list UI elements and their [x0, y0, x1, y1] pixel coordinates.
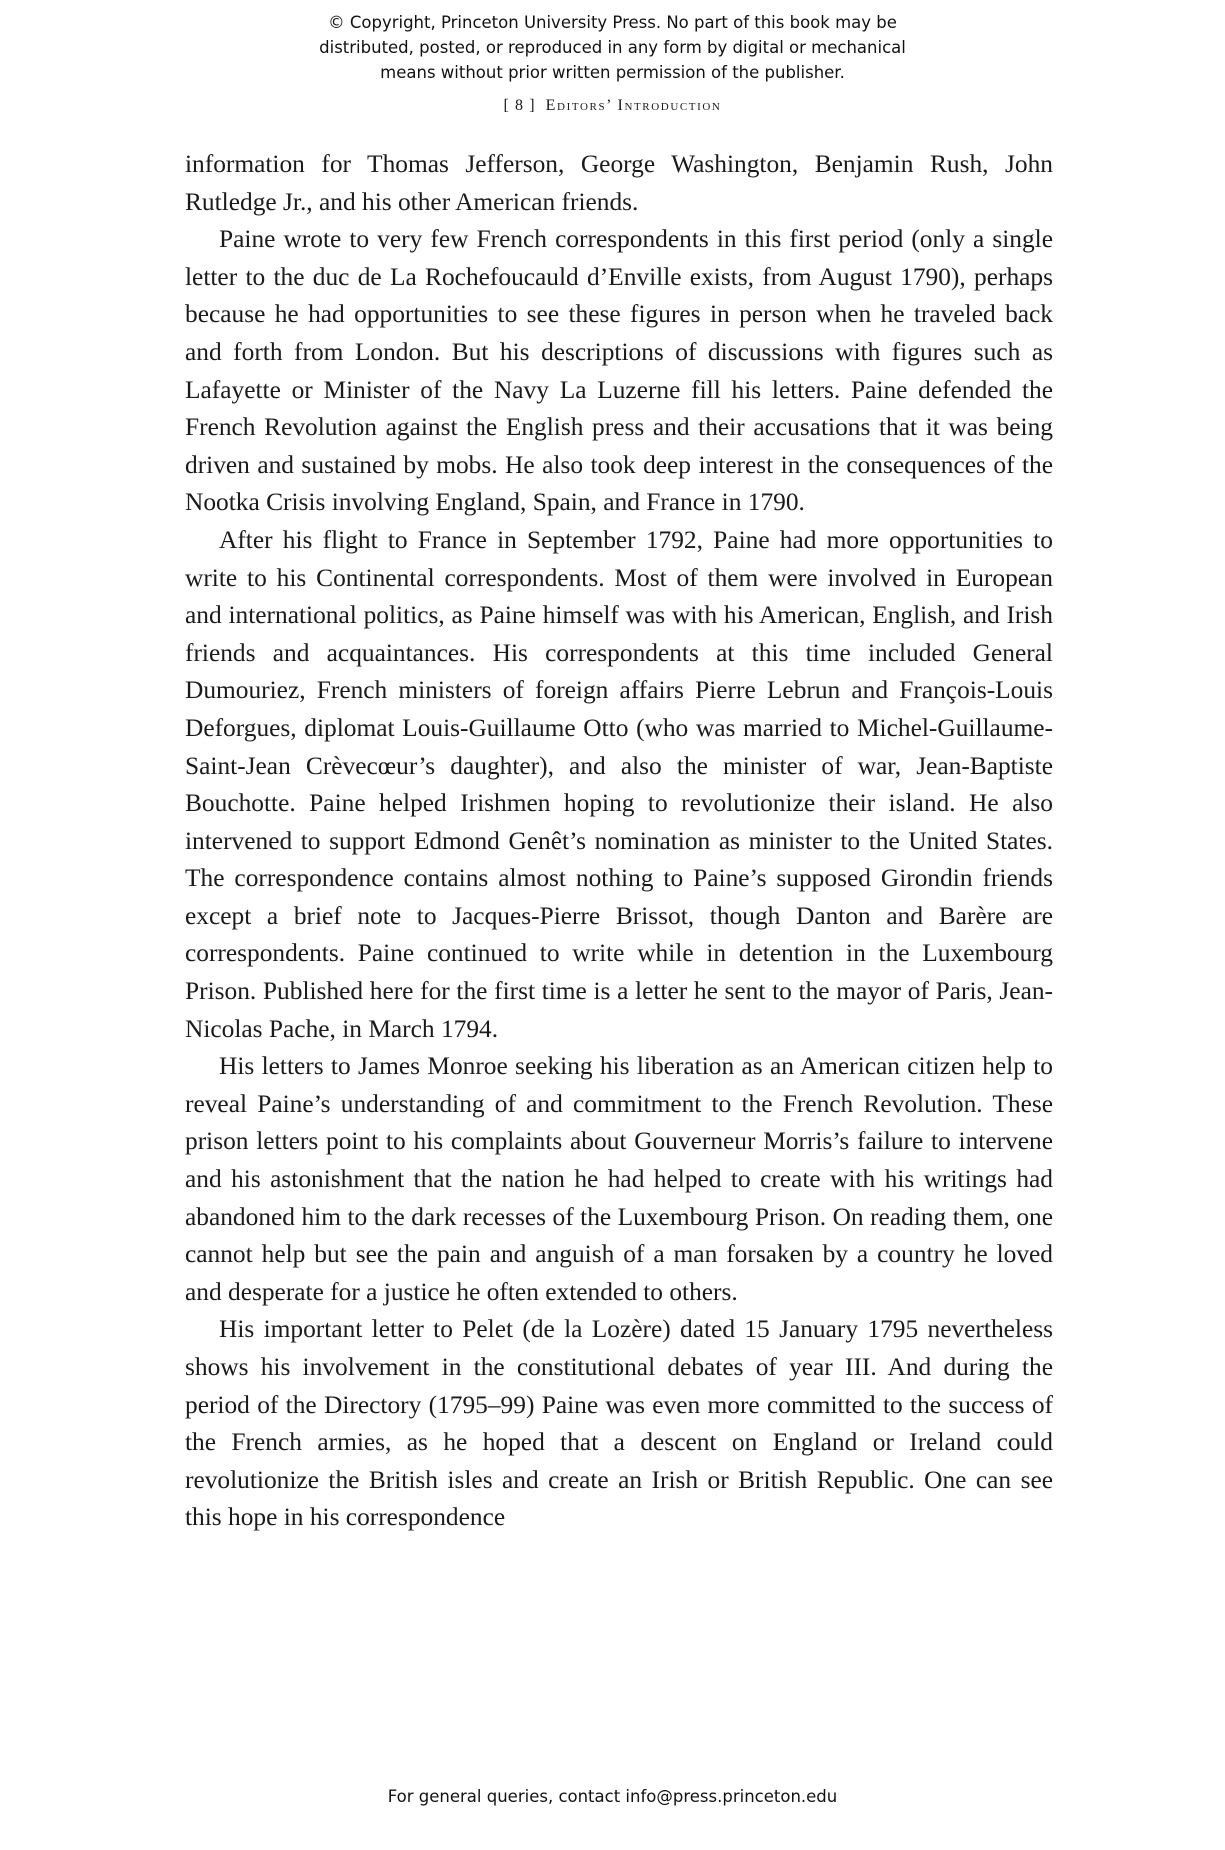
paragraph: After his flight to France in September 1792, Paine had more opportunities to write to his Continental correspondents. Most of them were involved in European and international politics, as Paine himself was with his American, English, and Irish friends and acquaintances. His correspondents at this time included General Dumouriez, French ministers of foreign affairs Pierre Lebrun and François-Louis Deforgues, diplomat Louis-Guillaume Otto (who was married to Michel-Guillaume-Saint-Jean Crèvecœur’s daughter), and also the minister of war, Jean-Baptiste Bouchotte. Paine helped Irishmen hoping to revolutionize their island. He also intervened to support Edmond Genêt’s nomination as minister to the United States. The correspondence contains almost nothing to Paine’s supposed Girondin friends except a brief note to Jacques-Pierre Brissot, though Danton and Barère are correspondents. Paine continued to write while in detention in the Luxembourg Prison. Published here for the first time is a letter he sent to the mayor of Paris, Jean-Nicolas Pache, in March 1794. [185, 525, 1053, 1043]
paragraph: His important letter to Pelet (de la Lozère) dated 15 January 1795 nevertheless shows his involvement in the constitutional debates of year III. And during the period of the Directory (1795–99) Paine was even more committed to the success of the French armies, as he hoped that a descent on England or Ireland could revolutionize the British isles and create an Irish or British Republic. One can see this hope in his correspondence [185, 1315, 1053, 1532]
running-head [0, 97, 1225, 115]
body-text [185, 146, 1053, 1537]
copyright-line-3: means without prior written permission of the publisher. [380, 63, 845, 83]
page-folio: [ 8 ] [503, 97, 536, 114]
paragraph: His letters to James Monroe seeking his liberation as an American citizen help to reveal Paine’s understanding of and commitment to the French Revolution. These prison letters point to his complaints about Gouverneur Morris’s failure to intervene and his astonishment that the nation he had helped to create with his writings had abandoned him to the dark recesses of the Luxembourg Prison. On reading them, one cannot help but see the pain and anguish of a man forsaken by a country he loved and desperate for a justice he often extended to others. [185, 1052, 1053, 1306]
footer-query-note: For general queries, contact info@press.princeton.edu [387, 1787, 838, 1806]
running-head-title: Editors’ Introduction [545, 97, 722, 114]
copyright-line-2: distributed, posted, or reproduced in any form by digital or mechanical [319, 38, 906, 58]
copyright-notice [0, 10, 1225, 85]
paragraph: information for Thomas Jefferson, George Washington, Benjamin Rush, John Rutledge Jr., and his other American friends. [185, 150, 1053, 216]
paragraph: Paine wrote to very few French correspondents in this first period (only a single letter to the duc de La Rochefoucauld d’Enville exists, from August 1790), perhaps because he had opportunities to see these figures in person when he traveled back and forth from London. But his descriptions of discussions with figures such as Lafayette or Minister of the Navy La Luzerne fill his letters. Paine defended the French Revolution against the English press and their accusations that it was being driven and sustained by mobs. He also took deep interest in the consequences of the Nootka Crisis involving England, Spain, and France in 1790. [185, 225, 1053, 517]
copyright-line-1: © Copyright, Princeton University Press. No part of this book may be [328, 13, 897, 32]
